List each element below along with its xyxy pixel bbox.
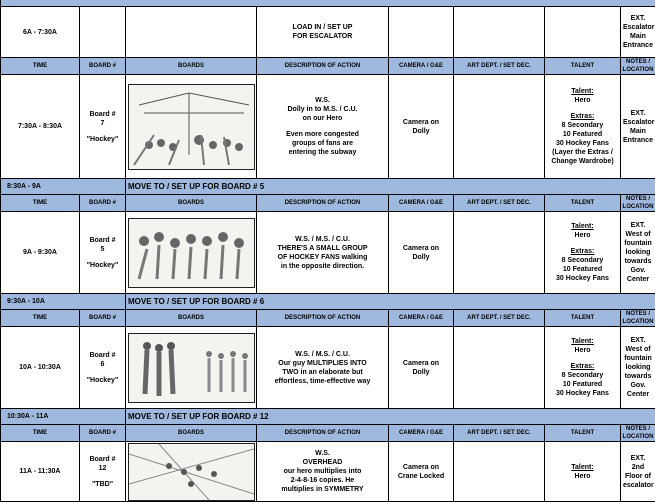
schedule-row-load-in — [1, 7, 655, 58]
column-header-row: TIME BOARD # BOARDS DESCRIPTION OF ACTION CAMERA / G&E ART DEPT. / SET DEC. TALENT NOTES / LOCATION — [1, 425, 655, 442]
column-header-row: TIME BOARD # BOARDS DESCRIPTION OF ACTION CAMERA / G&E ART DEPT. / SET DEC. TALENT NOTES / LOCATION — [1, 310, 655, 327]
notes-cell: EXT. Escalator Main Entrance — [621, 75, 655, 179]
talent-cell: Talent: Hero Extras: 8 Secondary 10 Featured 30 Hockey Fans — [545, 212, 621, 294]
talent-cell: Talent: Hero — [545, 442, 621, 502]
storyboard-sketch-icon — [128, 443, 255, 501]
board-cell: Board # 6 "Hockey" — [80, 327, 126, 409]
time-cell: 6A - 7:30A — [1, 7, 80, 58]
move-row: 9:30A - 10A MOVE TO / SET UP FOR BOARD # 6 — [1, 294, 655, 310]
talent-cell: Talent: Hero Extras: 8 Secondary 10 Featured 30 Hockey Fans (Layer the Extras / Change Wardrobe) — [545, 75, 621, 179]
column-header-row: TIME BOARD # BOARDS DESCRIPTION OF ACTION CAMERA / G&E ART DEPT. / SET DEC. TALENT NOTES / LOCATION — [1, 58, 655, 75]
storyboard-sketch-icon — [128, 218, 255, 288]
board-image-cell — [126, 327, 257, 409]
notes-cell: EXT. West of fountain looking towards Gov. Center — [621, 212, 655, 294]
schedule-row-board-7 — [1, 75, 655, 179]
camera-cell: Camera on Dolly — [389, 327, 454, 409]
time-cell: 10A - 10:30A — [1, 327, 80, 409]
column-header-row: TIME BOARD # BOARDS DESCRIPTION OF ACTION CAMERA / G&E ART DEPT. / SET DEC. TALENT NOTES / LOCATION — [1, 195, 655, 212]
notes-cell: EXT. West of fountain looking towards Gov. Center — [621, 327, 655, 409]
time-cell: 11A - 11:30A — [1, 442, 80, 502]
move-row: 10:30A - 11A MOVE TO / SET UP FOR BOARD # 12 — [1, 409, 655, 425]
storyboard-sketch-icon — [128, 84, 255, 170]
time-cell: 7:30A - 8:30A — [1, 75, 80, 179]
description-cell: W.S. / M.S. / C.U. Our guy MULTIPLIES INTO TWO in an elaborate but effortless, time-effective way — [257, 327, 389, 409]
description-cell: W.S. OVERHEAD our hero multiplies into 2-4-8-16 copies. He multiplies in SYMMETRY — [257, 442, 389, 502]
board-cell: Board # 12 "TBD" — [80, 442, 126, 502]
camera-cell: Camera on Dolly — [389, 75, 454, 179]
board-image-cell — [126, 75, 257, 179]
schedule-row-board-6 — [1, 327, 655, 409]
board-cell: Board # 7 "Hockey" — [80, 75, 126, 179]
description-cell: W.S. Dolly in to M.S. / C.U. on our Hero Even more congested groups of fans are entering the subway — [257, 75, 389, 179]
notes-cell: EXT. 2nd Floor of escalator — [621, 442, 655, 502]
talent-cell: Talent: Hero Extras: 8 Secondary 10 Featured 30 Hockey Fans — [545, 327, 621, 409]
board-image-cell — [126, 212, 257, 294]
move-row: 8:30A - 9A MOVE TO / SET UP FOR BOARD # 5 — [1, 179, 655, 195]
notes-cell: EXT. Escalator Main Entrance — [621, 7, 655, 58]
schedule-row-board-12 — [1, 442, 655, 502]
storyboard-sketch-icon — [128, 333, 255, 403]
board-image-cell — [126, 442, 257, 502]
camera-cell: Camera on Dolly — [389, 212, 454, 294]
camera-cell: Camera on Crane Locked — [389, 442, 454, 502]
schedule-row-board-5 — [1, 212, 655, 294]
time-cell: 9A - 9:30A — [1, 212, 80, 294]
description-cell: LOAD IN / SET UP FOR ESCALATOR — [257, 7, 389, 58]
board-cell: Board # 5 "Hockey" — [80, 212, 126, 294]
description-cell: W.S. / M.S. / C.U. THERE'S A SMALL GROUP OF HOCKEY FANS walking in the opposite direction. — [257, 212, 389, 294]
